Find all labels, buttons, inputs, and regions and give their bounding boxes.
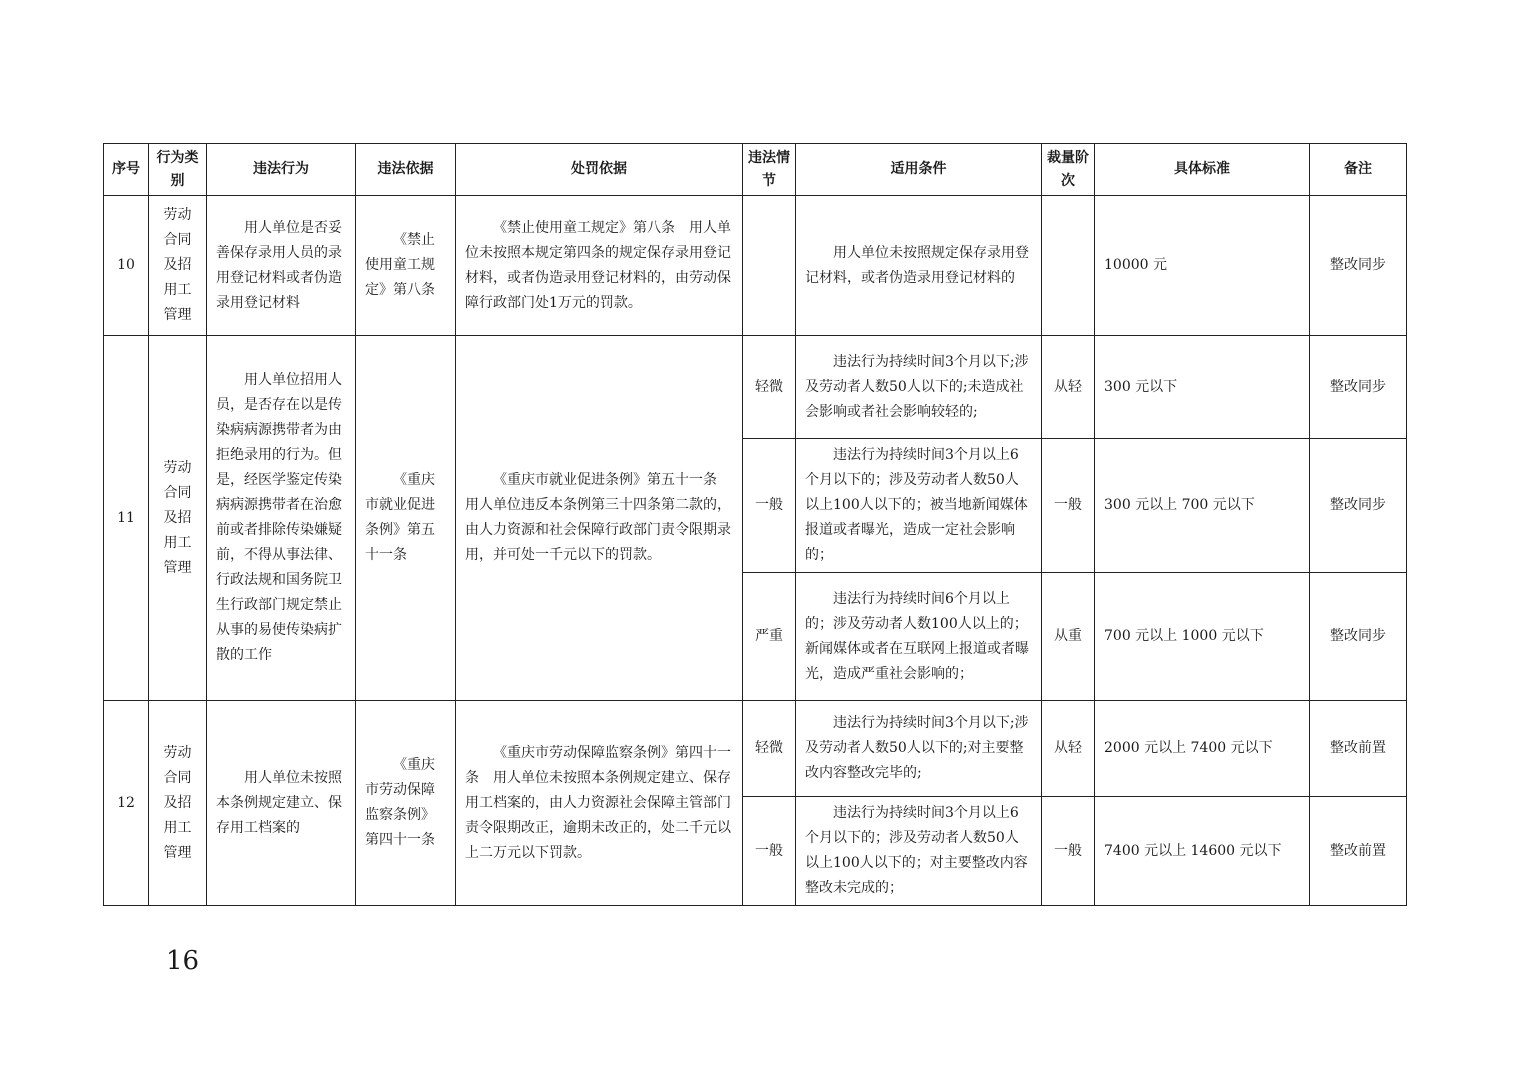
row-basis: 《禁止使用童工规定》第八条 (356, 196, 456, 336)
row-number: 12 (104, 701, 149, 906)
row-condition: 违法行为持续时间3个月以上6个月以下的；涉及劳动者人数50人以上100人以下的；对主要整改内容整改未完成的； (796, 797, 1042, 906)
header-severity: 违法情节 (743, 144, 796, 196)
header-row (104, 144, 1407, 196)
header-penalty-basis: 处罚依据 (456, 144, 743, 196)
header-no: 序号 (104, 144, 149, 196)
header-condition: 适用条件 (796, 144, 1042, 196)
row-basis: 《重庆市劳动保障监察条例》第四十一条 (356, 701, 456, 906)
header-category: 行为类别 (149, 144, 207, 196)
row-note: 整改前置 (1310, 701, 1407, 797)
row-level: 从轻 (1042, 336, 1095, 439)
row-severity: 轻微 (743, 701, 796, 797)
row-severity: 严重 (743, 573, 796, 701)
table-row (104, 196, 1407, 336)
row-behavior: 用人单位未按照本条例规定建立、保存用工档案的 (207, 701, 356, 906)
row-condition: 违法行为持续时间3个月以上6个月以下的；涉及劳动者人数50人以上100人以下的；被当地新闻媒体报道或者曝光，造成一定社会影响的； (796, 439, 1042, 573)
row-penalty-basis: 《禁止使用童工规定》第八条 用人单位未按照本规定第四条的规定保存录用登记材料，或者伪造录用登记材料的，由劳动保障行政部门处1万元的罚款。 (456, 196, 743, 336)
row-standard: 300 元以上 700 元以下 (1095, 439, 1310, 573)
row-note: 整改前置 (1310, 797, 1407, 906)
row-standard: 300 元以下 (1095, 336, 1310, 439)
row-penalty-basis: 《重庆市劳动保障监察条例》第四十一条 用人单位未按照本条例规定建立、保存用工档案的，由人力资源社会保障主管部门责令限期改正，逾期未改正的，处二千元以上二万元以下罚款。 (456, 701, 743, 906)
row-level: 一般 (1042, 439, 1095, 573)
row-condition: 违法行为持续时间3个月以下;涉及劳动者人数50人以下的;对主要整改内容整改完毕的; (796, 701, 1042, 797)
row-level: 从重 (1042, 573, 1095, 701)
row-behavior: 用人单位招用人员，是否存在以是传染病病源携带者为由拒绝录用的行为。但是，经医学鉴定传染病病源携带者在治愈前或者排除传染嫌疑前，不得从事法律、行政法规和国务院卫生行政部门规定禁止从事的易使传染病扩散的工作 (207, 336, 356, 701)
row-category: 劳动合同及招用工管理 (149, 336, 207, 701)
row-severity (743, 196, 796, 336)
header-note: 备注 (1310, 144, 1407, 196)
header-level: 裁量阶次 (1042, 144, 1095, 196)
header-standard: 具体标准 (1095, 144, 1310, 196)
row-category: 劳动合同及招用工管理 (149, 701, 207, 906)
header-behavior: 违法行为 (207, 144, 356, 196)
table-row (104, 336, 1407, 439)
row-standard: 10000 元 (1095, 196, 1310, 336)
row-severity: 轻微 (743, 336, 796, 439)
header-basis: 违法依据 (356, 144, 456, 196)
row-condition: 违法行为持续时间3个月以下;涉及劳动者人数50人以下的;未造成社会影响或者社会影响较轻的; (796, 336, 1042, 439)
row-note: 整改同步 (1310, 439, 1407, 573)
row-condition: 违法行为持续时间6个月以上的；涉及劳动者人数100人以上的；新闻媒体或者在互联网上报道或者曝光，造成严重社会影响的； (796, 573, 1042, 701)
row-note: 整改同步 (1310, 573, 1407, 701)
row-standard: 7400 元以上 14600 元以下 (1095, 797, 1310, 906)
row-category: 劳动合同及招用工管理 (149, 196, 207, 336)
row-behavior: 用人单位是否妥善保存录用人员的录用登记材料或者伪造录用登记材料 (207, 196, 356, 336)
row-penalty-basis: 《重庆市就业促进条例》第五十一条 用人单位违反本条例第三十四条第二款的，由人力资源和社会保障行政部门责令限期录用，并可处一千元以下的罚款。 (456, 336, 743, 701)
row-note: 整改同步 (1310, 196, 1407, 336)
page-number: 16 (166, 946, 200, 976)
row-standard: 2000 元以上 7400 元以下 (1095, 701, 1310, 797)
row-note: 整改同步 (1310, 336, 1407, 439)
table-row (104, 701, 1407, 797)
row-level: 从轻 (1042, 701, 1095, 797)
row-level (1042, 196, 1095, 336)
row-basis: 《重庆市就业促进条例》第五十一条 (356, 336, 456, 701)
row-condition: 用人单位未按照规定保存录用登记材料，或者伪造录用登记材料的 (796, 196, 1042, 336)
row-severity: 一般 (743, 439, 796, 573)
row-number: 11 (104, 336, 149, 701)
row-standard: 700 元以上 1000 元以下 (1095, 573, 1310, 701)
row-severity: 一般 (743, 797, 796, 906)
row-level: 一般 (1042, 797, 1095, 906)
row-number: 10 (104, 196, 149, 336)
penalty-standards-table (103, 143, 1407, 906)
